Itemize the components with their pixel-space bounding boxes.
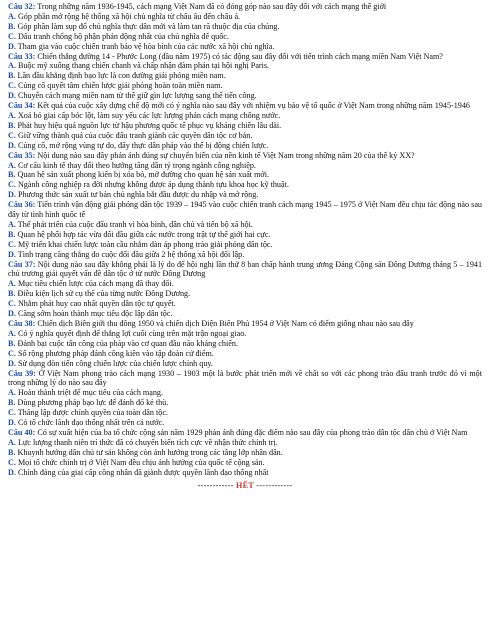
question-stem: [8, 2, 482, 12]
option-text: Quan hệ sản xuất phong kiến bị xóa bỏ, mở đường cho quan hệ sản xuất mới.: [17, 170, 270, 180]
option-label: C.: [8, 239, 16, 249]
option-label: B.: [8, 229, 16, 239]
option-text: Dùng phương pháp bạo lực để đánh đổ kẻ thù.: [17, 398, 169, 408]
option-d: [8, 141, 482, 151]
option-text: Thế phát triển của cuộc đấu tranh vì hòa bình, dân chủ và tiến bộ xã hội.: [17, 219, 253, 229]
option-label: A.: [8, 388, 16, 398]
option-label: B.: [8, 289, 16, 299]
option-c: [8, 458, 482, 468]
option-d: [8, 359, 482, 369]
option-label: A.: [8, 61, 16, 71]
option-text: Quan hệ phối hợp tác vừa đối đầu giữa các nước trong trật tự thế giới hai cực.: [17, 229, 271, 239]
question-number: Câu 32:: [8, 2, 36, 11]
option-text: Thăng lập được chính quyền của toàn dân tộc.: [17, 408, 168, 418]
option-d: [8, 42, 482, 52]
option-label: D.: [8, 91, 16, 101]
footer-dash-right: ------------: [256, 480, 293, 490]
option-text: Chính đảng của giai cấp công nhân đã giành được quyền lãnh đạo thống nhất: [17, 467, 269, 477]
option-label: B.: [8, 338, 16, 348]
option-text: Khuynh hướng dân chủ tư sản không còn ảnh hưởng trong các tầng lớp nhân dân.: [17, 447, 283, 457]
option-label: C.: [8, 31, 16, 41]
question-stem: [8, 260, 482, 280]
option-text: Giữ vững thành quả của cuộc đấu tranh giành các quyền dân tộc cơ bản.: [17, 130, 253, 140]
option-label: C.: [8, 180, 16, 190]
option-a: [8, 388, 482, 398]
option-text: Mỹ triển khai chiến lược toàn cầu nhằm dàn áp phong trào giải phóng dân tộc.: [17, 239, 273, 249]
option-text: Số rộng phương pháp đánh công kiên vào tập đoàn cứ điểm.: [17, 348, 214, 358]
option-c: [8, 408, 482, 418]
option-label: C.: [8, 408, 16, 418]
option-text: Củng cố quyết tâm chiến lược giải phóng hoàn toàn miền nam.: [17, 81, 223, 91]
question-40: [8, 428, 482, 478]
option-text: Buộc mỹ xuống thang chiến chanh và chấp nhận đàm phán tại hội nghị Paris.: [17, 61, 270, 71]
option-d: [8, 468, 482, 478]
question-stem: [8, 319, 482, 329]
question-number: Câu 33:: [8, 51, 36, 61]
option-text: Phương thức sản xuất tư bản chủ nghĩa bắt đầu được du nhập và mở rộng.: [17, 190, 259, 200]
option-text: Ngành công nghiệp ra đời nhưng không được áp dụng thành tựu khoa học kỹ thuật.: [17, 180, 289, 190]
option-label: D.: [8, 249, 16, 259]
question-number: Câu 35:: [8, 150, 36, 160]
question-text: Nội dung nào sau đây phản ánh đúng sự chuyển biến của nền kinh tế Việt Nam trong những năm 20 của thế kỷ XX?: [37, 150, 415, 160]
option-b: [8, 448, 482, 458]
option-label: A.: [8, 110, 16, 120]
option-c: [8, 240, 482, 250]
question-38: [8, 319, 482, 369]
option-d: [8, 190, 482, 200]
option-c: [8, 32, 482, 42]
option-a: [8, 161, 482, 171]
option-label: B.: [8, 398, 16, 408]
option-label: B.: [8, 447, 16, 457]
question-39: [8, 369, 482, 428]
option-text: Có ý nghĩa quyết định để thắng lợi cuối cùng trên mặt trận ngoại giao.: [17, 328, 247, 338]
option-label: D.: [8, 190, 16, 200]
option-a: [8, 12, 482, 22]
option-label: C.: [8, 348, 16, 358]
option-text: Củng cố, mở rộng vùng tự do, đẩy thực dân pháp vào thế bị động chiến lược.: [17, 140, 269, 150]
option-label: C.: [8, 457, 16, 467]
option-a: [8, 111, 482, 121]
option-label: A.: [8, 219, 16, 229]
option-label: D.: [8, 467, 16, 477]
question-stem: [8, 428, 482, 438]
option-text: Tình trạng căng thẳng do cuộc đối đầu giữa 2 hệ thống xã hội đối lập.: [17, 249, 245, 259]
option-text: Chuyển cách mạng miền nam từ thế giữ gìn lực lượng sang thế tiến công.: [17, 91, 257, 101]
option-d: [8, 250, 482, 260]
option-label: D.: [8, 140, 16, 150]
option-text: Dấu tranh chống bộ phận phản động nhất của chủ nghĩa đế quốc.: [17, 31, 229, 41]
option-b: [8, 22, 482, 32]
option-b: [8, 398, 482, 408]
question-text: Nội dung nào sau đây không phải là lý do để hội nghị lần thứ 8 ban chấp hành trung ương Đảng Cộng sản Đông Dương tháng 5 – 1941 chủ trương giải quyết vấn đề dân tộc ở từ nước Đông Dương: [8, 259, 483, 279]
option-text: Góp phần mở rộng hệ thống xã hội chủ nghĩa từ châu âu đến châu á.: [17, 11, 241, 21]
option-c: [8, 180, 482, 190]
question-text: Chiến thắng đường 14 - Phước Long (đầu năm 1975) có tác động sau đây đối với tiến trình cách mạng miền Nam Việt Nam?: [37, 51, 443, 61]
option-label: A.: [8, 328, 16, 338]
option-d: [8, 418, 482, 428]
question-number: Câu 39:: [8, 368, 36, 378]
option-label: A.: [8, 437, 16, 447]
option-a: [8, 329, 482, 339]
question-stem: [8, 369, 482, 389]
question-stem: [8, 200, 482, 220]
question-32: [8, 2, 482, 52]
question-stem: [8, 101, 482, 111]
option-text: Phát huy hiệu quả nguồn lực từ hậu phương quốc tế phục vụ kháng chiến lâu dài.: [17, 120, 282, 130]
option-label: D.: [8, 418, 16, 428]
question-37: [8, 260, 482, 319]
option-label: B.: [8, 71, 16, 81]
option-b: [8, 230, 482, 240]
option-c: [8, 81, 482, 91]
option-text: Hoàn thành triệt để mục tiêu của cách mạng.: [17, 388, 164, 398]
question-36: [8, 200, 482, 259]
option-a: [8, 279, 482, 289]
option-b: [8, 339, 482, 349]
option-label: D.: [8, 41, 16, 51]
question-text: Kết quả của cuộc xây dựng chế độ mới có ý nghĩa nào sau đây với nhiệm vụ bảo vệ tổ quốc ở Việt Nam trong những năm 1945-1946: [37, 101, 470, 111]
option-text: Tham gia vào cuộc chiến tranh bảo vệ hòa bình của các nước xã hội chủ nghĩa.: [17, 41, 275, 51]
option-label: C.: [8, 81, 16, 91]
question-number: Câu 38:: [8, 319, 36, 328]
footer-dash-left: ------------: [197, 480, 234, 490]
end-of-exam-marker: [8, 481, 482, 491]
option-label: B.: [8, 21, 16, 31]
question-text: Chiến dịch Biên giới thu đông 1950 và chiến dịch Điện Biên Phủ 1954 ở Việt Nam có điểm giống nhau nào sau đây: [37, 319, 414, 328]
question-text: Tiến trình vận động giải phóng dân tộc 1939 – 1945 vào cuộc chiến tranh cách mạng 1945 – 1975 ở Việt Nam đều chịu tác động nào sau đây từ tình hình quốc tế: [8, 200, 482, 220]
question-text: Ở Việt Nam phong trào cách mạng 1930 – 1903 một là bước phát triển mới về chất so với các phong trào đấu tranh trước đó vì một trong những lý do nào sau đây: [8, 368, 483, 388]
option-b: [8, 121, 482, 131]
option-text: Mọi tổ chức chính trị ở Việt Nam đều chịu ảnh hưởng của quốc tế cộng sản.: [17, 457, 265, 467]
option-label: A.: [8, 160, 16, 170]
question-number: Câu 40:: [8, 427, 36, 437]
option-text: Lần đầu khẳng định bạo lực là con đường giải phóng miền nam.: [17, 71, 226, 81]
option-text: Có tổ chức lãnh đạo thống nhất trên cả nước.: [17, 418, 165, 428]
option-text: Mục tiêu chiến lược của cách mạng đã thay đổi.: [17, 279, 174, 289]
question-number: Câu 36:: [8, 200, 36, 210]
question-34: [8, 101, 482, 151]
option-c: [8, 349, 482, 359]
option-label: D.: [8, 358, 16, 368]
option-label: C.: [8, 299, 16, 309]
option-text: Điều kiện lịch sử cụ thể của từng nước Đông Dương.: [17, 289, 191, 299]
option-text: Căng sớm hoàn thành mục tiêu độc lập dân tộc.: [17, 309, 173, 319]
option-text: Lực lượng thanh niên trí thức đã có chuyển biến tích cực về nhận thức chính trị.: [17, 437, 278, 447]
option-label: B.: [8, 170, 16, 180]
option-d: [8, 309, 482, 319]
option-label: A.: [8, 279, 16, 289]
question-number: Câu 37:: [8, 259, 36, 269]
option-label: C.: [8, 130, 16, 140]
question-text: Có sự xuất hiện của ba tổ chức cộng sản năm 1929 phản ánh đúng đặc điểm nào sau đây của phong trào dân tộc dân chủ ở Việt Nam: [37, 427, 468, 437]
option-text: Cơ cấu kinh tế thay đổi theo hướng tăng dần tỷ trọng ngành công nghiệp.: [17, 160, 256, 170]
option-text: Xoá bỏ giai cấp bóc lột, làm suy yếu các lực lượng phản cách mạng chống nước.: [17, 110, 281, 120]
question-number: Câu 34:: [8, 101, 36, 111]
option-text: Nhằm phát huy cao nhất quyền dân tộc tự quyết.: [17, 299, 176, 309]
option-a: [8, 220, 482, 230]
option-label: B.: [8, 120, 16, 130]
question-stem: [8, 52, 482, 62]
footer-end-text: HẾT: [236, 480, 254, 490]
question-35: [8, 151, 482, 201]
option-c: [8, 131, 482, 141]
option-b: [8, 289, 482, 299]
option-label: A.: [8, 11, 16, 21]
option-text: Đánh bại cuộc tấn công của pháp vào cơ quan đầu não kháng chiến.: [17, 338, 238, 348]
option-a: [8, 438, 482, 448]
question-text: Trong những năm 1936-1945, cách mạng Việt Nam đã có đóng góp nào sau đây đối với cách mạng thế giới: [37, 2, 387, 11]
question-stem: [8, 151, 482, 161]
option-a: [8, 61, 482, 71]
option-b: [8, 71, 482, 81]
option-label: D.: [8, 309, 16, 319]
option-text: Góp phần làm sụp đổ chủ nghĩa thực dân mới và làm tan rã thuộc địa của chúng.: [17, 21, 280, 31]
option-b: [8, 170, 482, 180]
option-d: [8, 91, 482, 101]
question-33: [8, 52, 482, 102]
option-c: [8, 299, 482, 309]
option-text: Sử dụng đòn tiến công chiến lược của chiến lược chính quy.: [17, 358, 213, 368]
